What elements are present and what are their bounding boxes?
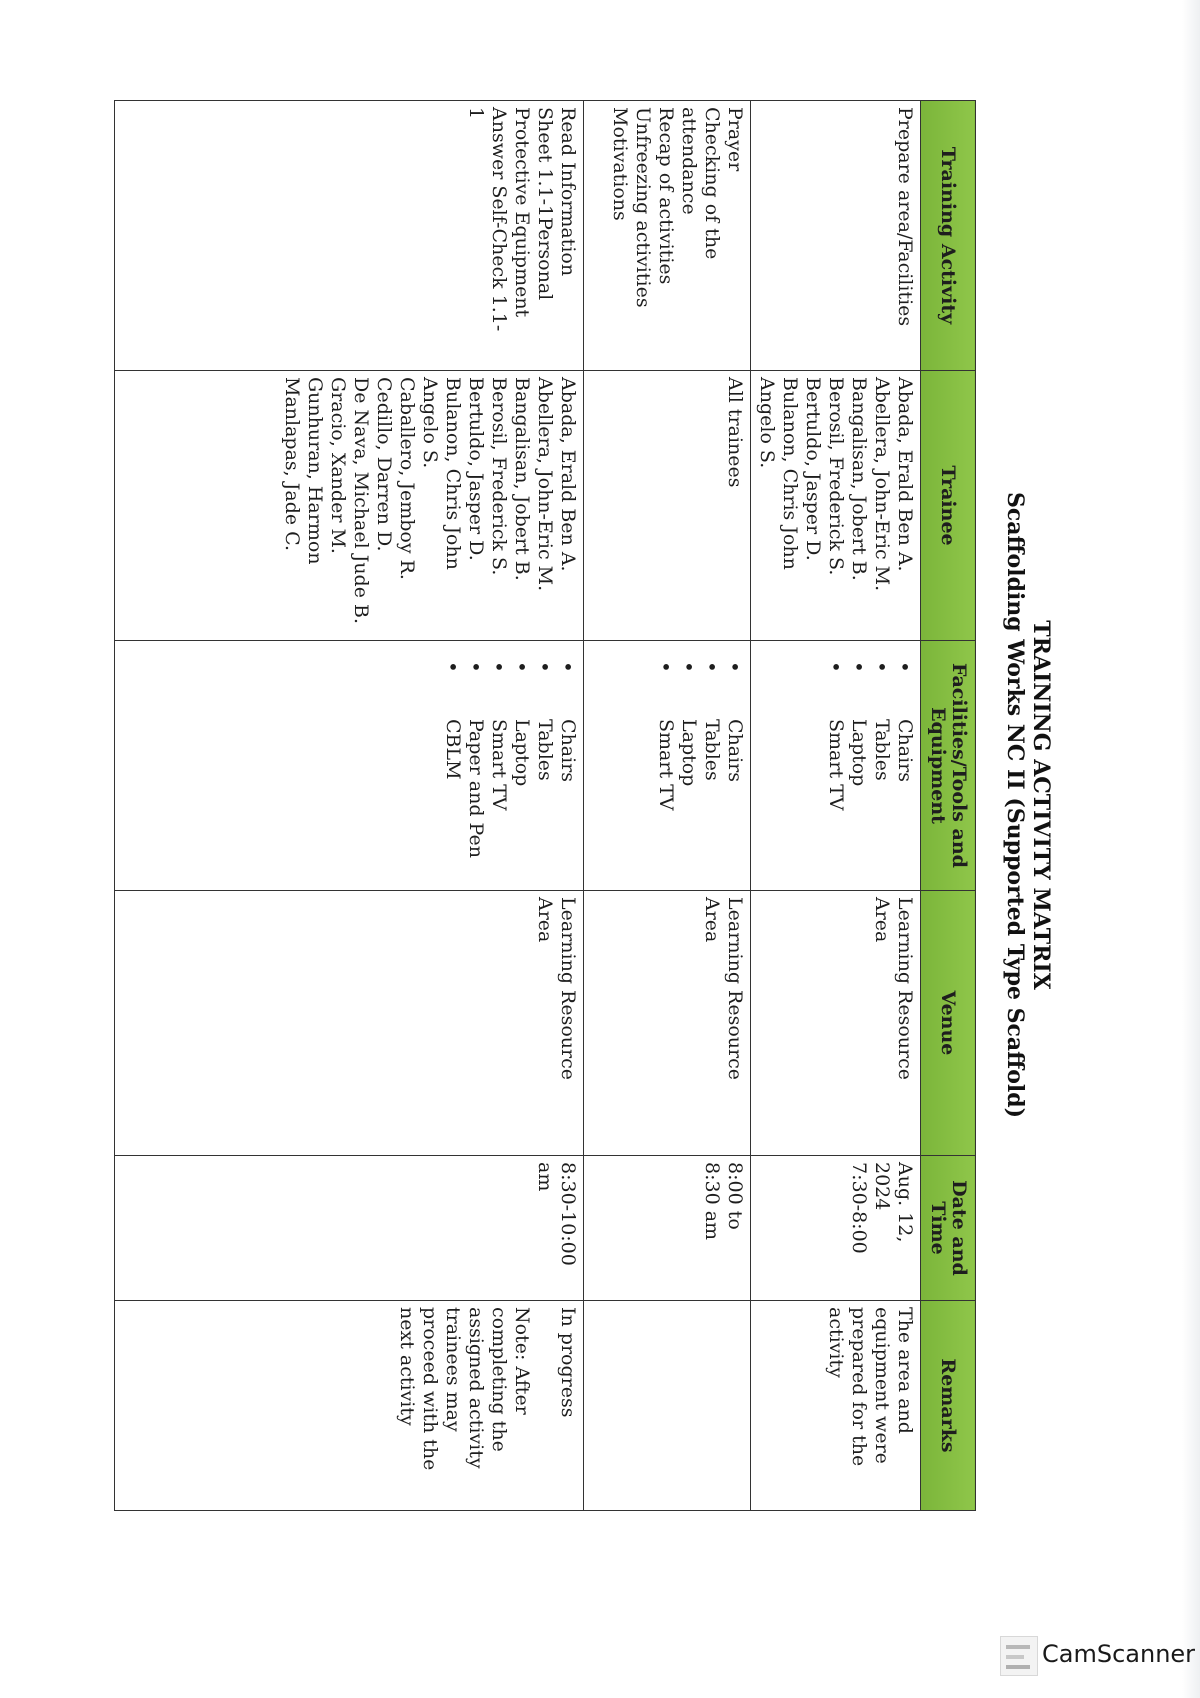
cell-facilities-tools <box>115 641 584 891</box>
remarks-line: equipment were <box>871 1307 893 1464</box>
activity-line: 1 <box>465 107 487 120</box>
cell-venue <box>584 891 751 1156</box>
trainee-line: Gracio, Xander M. <box>327 377 349 554</box>
activity-line: Protective Equipment <box>511 107 533 318</box>
table-header-row <box>921 101 976 1511</box>
cell-remarks <box>584 1301 751 1511</box>
remarks-line: proceed with the <box>419 1307 441 1471</box>
activity-line: Motivations <box>609 107 631 221</box>
tools-list-item: • Chairs <box>723 647 746 884</box>
venue-line: Area <box>871 897 893 943</box>
trainee-line: Manlapas, Jade C. <box>281 377 303 552</box>
remarks-line: The area and <box>894 1307 916 1434</box>
tools-list-item: • Laptop <box>847 647 870 884</box>
tools-list-item: • Laptop <box>677 647 700 884</box>
cell-remarks <box>115 1301 584 1511</box>
cell-facilities-tools <box>584 641 751 891</box>
date-line: 8:30 am <box>701 1162 723 1241</box>
date-line: am <box>534 1162 556 1192</box>
header-venue: Venue <box>921 891 976 1156</box>
header-training-activity: Training Activity <box>921 101 976 371</box>
cell-date-time <box>584 1156 751 1301</box>
cell-trainee <box>584 371 751 641</box>
header-facilities-tools: Facilities/Tools and Equipment <box>921 641 976 891</box>
activity-line: Prayer <box>724 107 746 172</box>
remarks-line: trainees may <box>442 1307 464 1432</box>
tools-list-item: • Chairs <box>556 647 579 884</box>
cell-venue <box>115 891 584 1156</box>
cell-remarks <box>751 1301 921 1511</box>
trainee-line: Caballero, Jemboy R. <box>396 377 418 580</box>
trainee-line: Bangalisan, Jobert B. <box>511 377 533 581</box>
date-line: Aug. 12, <box>894 1162 916 1243</box>
venue-line: Learning Resource <box>724 897 746 1080</box>
table-row <box>751 101 921 1511</box>
trainee-line: Abellera, John-Eric M. <box>534 377 556 592</box>
camscanner-logo-icon <box>1000 1636 1038 1676</box>
tools-list-item: • CBLM <box>441 647 464 884</box>
trainee-line: Berosil, Frederick S. <box>488 377 510 576</box>
activity-line: Unfreezing activities <box>632 107 654 308</box>
cell-training-activity <box>584 101 751 371</box>
tools-list-item: • Tables <box>870 647 893 884</box>
activity-line: Prepare area/Facilities <box>894 107 916 327</box>
document-subtitle: Scaffolding Works NC II (Supported Type Scaffold) <box>1002 491 1028 1119</box>
date-line: 7:30-8:00 <box>848 1162 870 1254</box>
venue-line: Learning Resource <box>557 897 579 1080</box>
activity-line: Recap of activities <box>655 107 677 285</box>
tools-list <box>654 647 746 884</box>
cell-venue <box>751 891 921 1156</box>
trainee-line: Angelo S. <box>756 377 778 469</box>
training-activity-table <box>114 100 976 1511</box>
venue-line: Area <box>534 897 556 943</box>
date-line: 2024 <box>871 1162 893 1211</box>
tools-list-item: • Paper and Pen <box>464 647 487 884</box>
trainee-line: All trainees <box>724 377 746 488</box>
cell-facilities-tools <box>751 641 921 891</box>
trainee-line: Bertuldo, Jasper D. <box>465 377 487 561</box>
tools-list-item: • Tables <box>700 647 723 884</box>
tools-list <box>441 647 579 884</box>
activity-line: Sheet 1.1-1Personal <box>534 107 556 301</box>
header-remarks: Remarks <box>921 1301 976 1511</box>
document-title: TRAINING ACTIVITY MATRIX <box>1028 620 1054 990</box>
activity-line: Checking of the <box>701 107 723 260</box>
cell-training-activity <box>751 101 921 371</box>
remarks-line: In progress <box>557 1307 579 1418</box>
cell-trainee <box>751 371 921 641</box>
table-row <box>115 101 584 1511</box>
venue-line: Area <box>701 897 723 943</box>
camscanner-watermark: CamScanner <box>1042 1640 1196 1668</box>
trainee-line: Berosil, Frederick S. <box>825 377 847 576</box>
trainee-line: Abada, Erald Ben A. <box>894 377 916 572</box>
activity-line: attendance <box>678 107 700 215</box>
table-row <box>584 101 751 1511</box>
trainee-line: Abellera, John-Eric M. <box>871 377 893 592</box>
header-date-time: Date and Time <box>921 1156 976 1301</box>
remarks-line: activity <box>825 1307 847 1378</box>
remarks-line: Note: After <box>511 1307 533 1415</box>
trainee-line: Cedillo, Darren D. <box>373 377 395 552</box>
trainee-line: Bulanon, Chris John <box>442 377 464 570</box>
remarks-line: next activity <box>396 1307 418 1426</box>
trainee-line: Gunhuran, Harmon <box>304 377 326 565</box>
tools-list-item: • Smart TV <box>824 647 847 884</box>
trainee-line: Bertuldo, Jasper D. <box>802 377 824 561</box>
trainee-line: Bangalisan, Jobert B. <box>848 377 870 581</box>
tools-list-item: • Laptop <box>510 647 533 884</box>
document-header <box>976 100 1060 1510</box>
date-line: 8:00 to <box>724 1162 746 1230</box>
trainee-line: Bulanon, Chris John <box>779 377 801 570</box>
tools-list-item: • Chairs <box>893 647 916 884</box>
cell-date-time <box>751 1156 921 1301</box>
header-trainee: Trainee <box>921 371 976 641</box>
cell-date-time <box>115 1156 584 1301</box>
remarks-line <box>533 1307 556 1504</box>
date-line: 8:30-10:00 <box>557 1162 579 1266</box>
cell-training-activity <box>115 101 584 371</box>
tools-list-item: • Smart TV <box>654 647 677 884</box>
trainee-line: Abada, Erald Ben A. <box>557 377 579 572</box>
trainee-line: Angelo S. <box>419 377 441 469</box>
trainee-line: De Nava, Michael Jude B. <box>350 377 372 625</box>
remarks-line: assigned activity <box>465 1307 487 1469</box>
tools-list-item: • Smart TV <box>487 647 510 884</box>
cell-trainee <box>115 371 584 641</box>
tools-list <box>824 647 916 884</box>
tools-list-item: • Tables <box>533 647 556 884</box>
venue-line: Learning Resource <box>894 897 916 1080</box>
scan-edge-shadow <box>1182 0 1200 1698</box>
document-sheet <box>130 100 1060 1510</box>
activity-line: Answer Self-Check 1.1- <box>488 107 510 332</box>
remarks-line: prepared for the <box>848 1307 870 1467</box>
remarks-line: completing the <box>488 1307 510 1452</box>
activity-line: Read Information <box>557 107 579 277</box>
